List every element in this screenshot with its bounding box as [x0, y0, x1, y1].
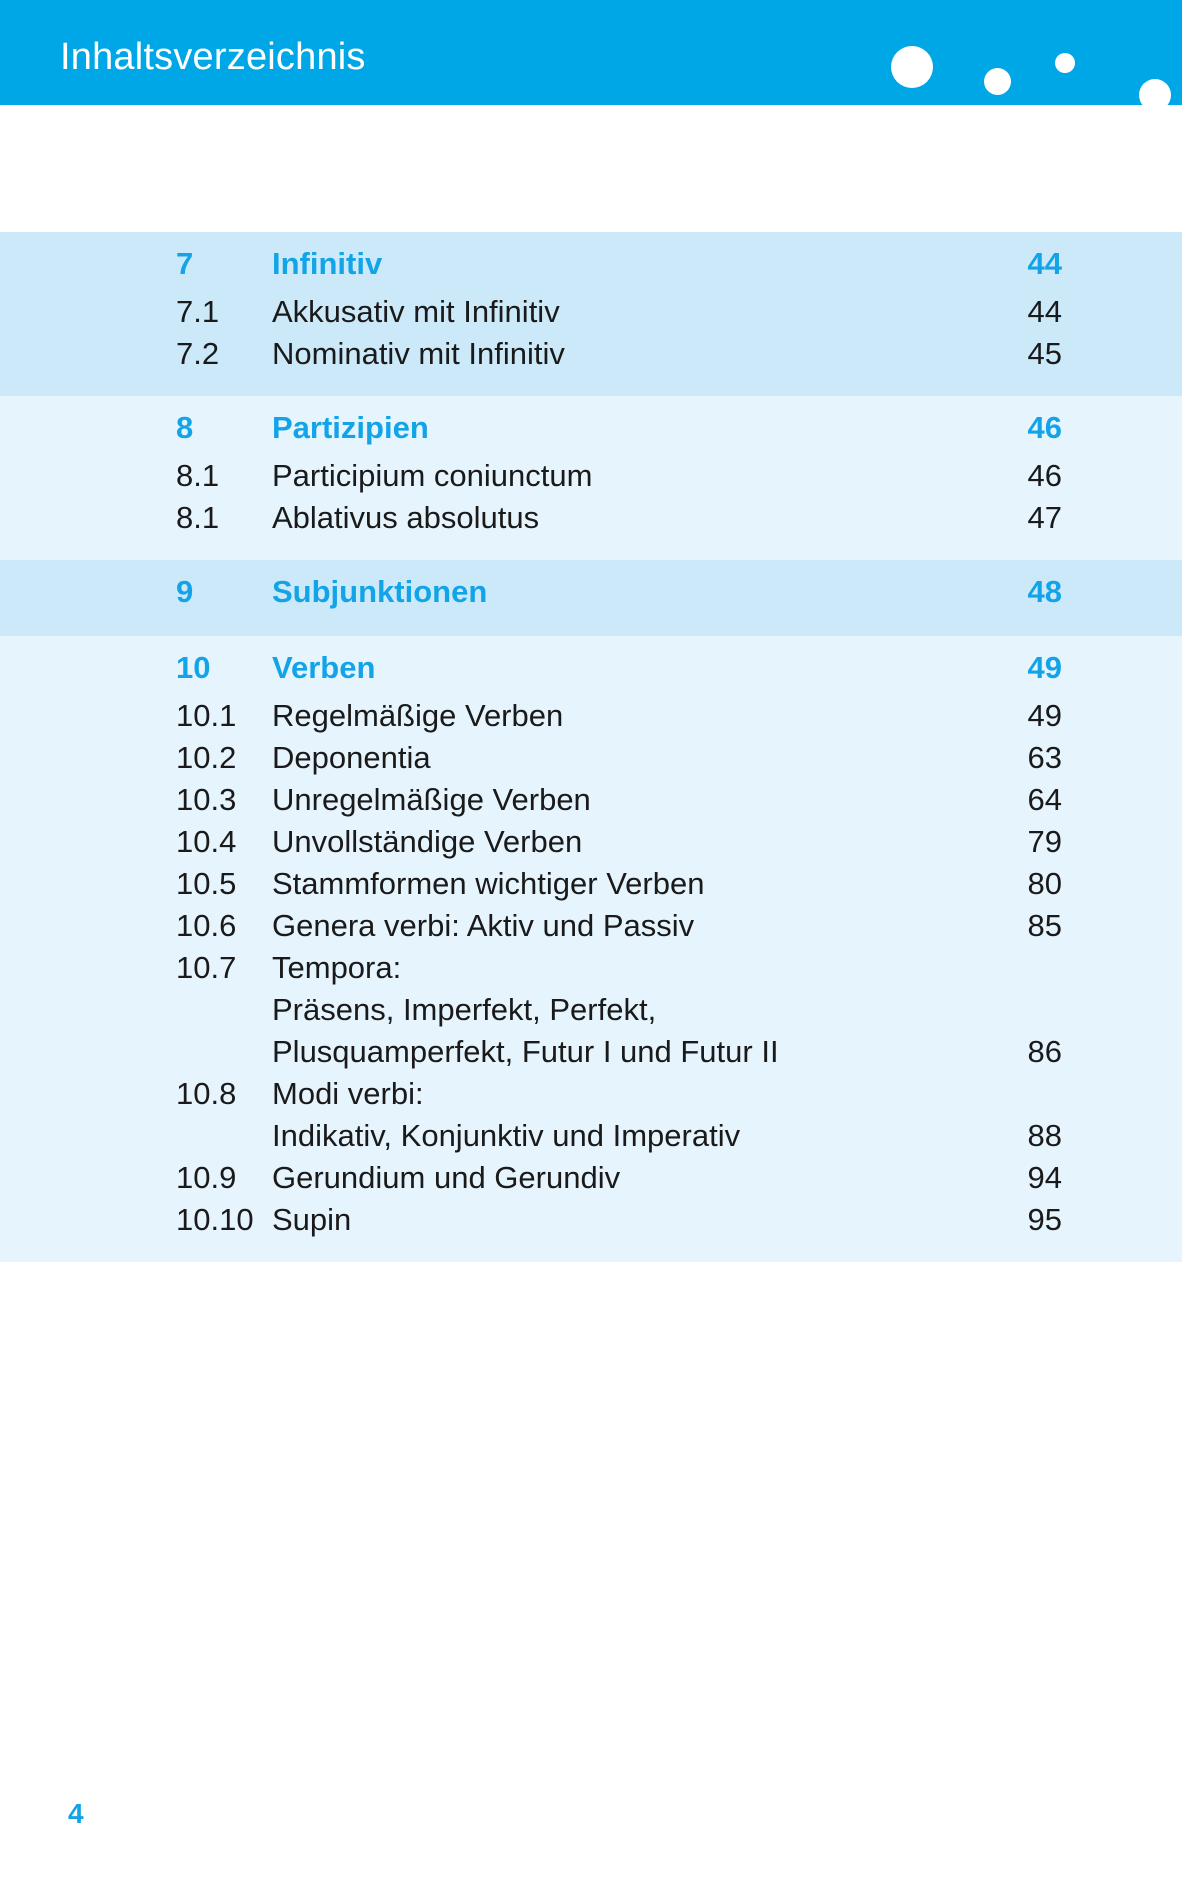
- circle-medium-2-icon: [1139, 79, 1171, 105]
- toc-entry-number: 7.2: [176, 336, 220, 371]
- toc-entry-title: Participium coniunctum: [272, 458, 593, 493]
- toc-entry-number: 10: [176, 650, 211, 685]
- toc-entry-number: 10.3: [176, 782, 237, 817]
- toc-entry-title: Infinitiv: [272, 246, 383, 281]
- page-header: [0, 0, 1182, 105]
- toc-entry-title: Supin: [272, 1202, 352, 1237]
- toc-entry-row[interactable]: [0, 296, 1182, 338]
- toc-entry-number: 10.4: [176, 824, 237, 859]
- toc-entry-page-number: 64: [1027, 782, 1062, 817]
- toc-entry-number: 10.9: [176, 1160, 237, 1195]
- toc-entry-row[interactable]: [0, 1120, 1182, 1162]
- toc-entry-row[interactable]: [0, 1078, 1182, 1120]
- toc-entry-title: Ablativus absolutus: [272, 500, 540, 535]
- toc-entry-title: Indikativ, Konjunktiv und Imperativ: [272, 1118, 741, 1153]
- toc-entry-number: 9: [176, 574, 194, 609]
- toc-entry-row[interactable]: [0, 1036, 1182, 1078]
- toc-entry-page-number: 86: [1027, 1034, 1062, 1069]
- toc-entry-row[interactable]: [0, 910, 1182, 952]
- page-title: Inhaltsverzeichnis: [60, 36, 366, 78]
- toc-entry-page-number: 95: [1027, 1202, 1062, 1237]
- circle-large-icon: [891, 46, 933, 88]
- toc-entry-number: 10.5: [176, 866, 237, 901]
- toc-section-block: [0, 560, 1182, 636]
- toc-entry-row[interactable]: [0, 742, 1182, 784]
- block-spacer: [0, 544, 1182, 560]
- toc-entry-page-number: 45: [1027, 336, 1062, 371]
- toc-entry-page-number: 44: [1027, 246, 1062, 281]
- table-of-contents: [0, 232, 1182, 1262]
- toc-entry-number: 10.10: [176, 1202, 254, 1237]
- toc-entry-number: 7.1: [176, 294, 220, 329]
- toc-entry-title: Gerundium und Gerundiv: [272, 1160, 621, 1195]
- toc-entry-page-number: 63: [1027, 740, 1062, 775]
- toc-entry-number: 10.1: [176, 698, 237, 733]
- toc-entry-title: Akkusativ mit Infinitiv: [272, 294, 560, 329]
- toc-section-heading-row[interactable]: [0, 652, 1182, 700]
- toc-entry-row[interactable]: [0, 994, 1182, 1036]
- toc-entry-title: Subjunktionen: [272, 574, 488, 609]
- toc-section-heading-row[interactable]: [0, 412, 1182, 460]
- toc-entry-row[interactable]: [0, 1162, 1182, 1204]
- circle-medium-icon: [984, 68, 1011, 95]
- toc-entry-row[interactable]: [0, 338, 1182, 380]
- toc-entry-number: 10.2: [176, 740, 237, 775]
- toc-entry-number: 10.7: [176, 950, 237, 985]
- toc-entry-title: Modi verbi:: [272, 1076, 424, 1111]
- toc-entry-page-number: 85: [1027, 908, 1062, 943]
- toc-entry-page-number: 44: [1027, 294, 1062, 329]
- toc-entry-number: 7: [176, 246, 194, 281]
- toc-entry-title: Plusquamperfekt, Futur I und Futur II: [272, 1034, 779, 1069]
- toc-entry-title: Genera verbi: Aktiv und Passiv: [272, 908, 695, 943]
- toc-section-block: [0, 636, 1182, 1262]
- toc-entry-row[interactable]: [0, 700, 1182, 742]
- toc-entry-title: Deponentia: [272, 740, 431, 775]
- circle-small-icon: [1055, 53, 1075, 73]
- toc-entry-number: 8.1: [176, 500, 220, 535]
- toc-entry-row[interactable]: [0, 1204, 1182, 1246]
- toc-entry-page-number: 49: [1027, 650, 1062, 685]
- toc-section-heading-row[interactable]: [0, 576, 1182, 620]
- toc-entry-title: Nominativ mit Infinitiv: [272, 336, 565, 371]
- toc-entry-number: 10.6: [176, 908, 237, 943]
- toc-entry-page-number: 48: [1027, 574, 1062, 609]
- block-spacer: [0, 1246, 1182, 1262]
- toc-entry-title: Partizipien: [272, 410, 429, 445]
- block-spacer: [0, 620, 1182, 636]
- toc-entry-title: Unvollständige Verben: [272, 824, 583, 859]
- toc-entry-page-number: 46: [1027, 410, 1062, 445]
- toc-entry-number: 8: [176, 410, 194, 445]
- toc-entry-row[interactable]: [0, 868, 1182, 910]
- toc-entry-page-number: 80: [1027, 866, 1062, 901]
- toc-entry-title: Verben: [272, 650, 376, 685]
- toc-entry-number: 10.8: [176, 1076, 237, 1111]
- toc-section-block: [0, 396, 1182, 560]
- toc-entry-page-number: 79: [1027, 824, 1062, 859]
- toc-entry-number: 8.1: [176, 458, 220, 493]
- toc-entry-page-number: 88: [1027, 1118, 1062, 1153]
- block-spacer: [0, 380, 1182, 396]
- toc-entry-page-number: 46: [1027, 458, 1062, 493]
- toc-entry-page-number: 47: [1027, 500, 1062, 535]
- toc-entry-title: Präsens, Imperfekt, Perfekt,: [272, 992, 657, 1027]
- toc-entry-title: Unregelmäßige Verben: [272, 782, 591, 817]
- toc-entry-title: Stammformen wichtiger Verben: [272, 866, 705, 901]
- toc-entry-row[interactable]: [0, 460, 1182, 502]
- toc-entry-title: Tempora:: [272, 950, 402, 985]
- toc-entry-row[interactable]: [0, 502, 1182, 544]
- toc-entry-title: Regelmäßige Verben: [272, 698, 564, 733]
- toc-entry-row[interactable]: [0, 826, 1182, 868]
- footer-page-number: 4: [68, 1798, 84, 1829]
- toc-section-block: [0, 232, 1182, 396]
- toc-section-heading-row[interactable]: [0, 248, 1182, 296]
- toc-entry-row[interactable]: [0, 784, 1182, 826]
- toc-entry-page-number: 94: [1027, 1160, 1062, 1195]
- toc-entry-page-number: 49: [1027, 698, 1062, 733]
- toc-entry-row[interactable]: [0, 952, 1182, 994]
